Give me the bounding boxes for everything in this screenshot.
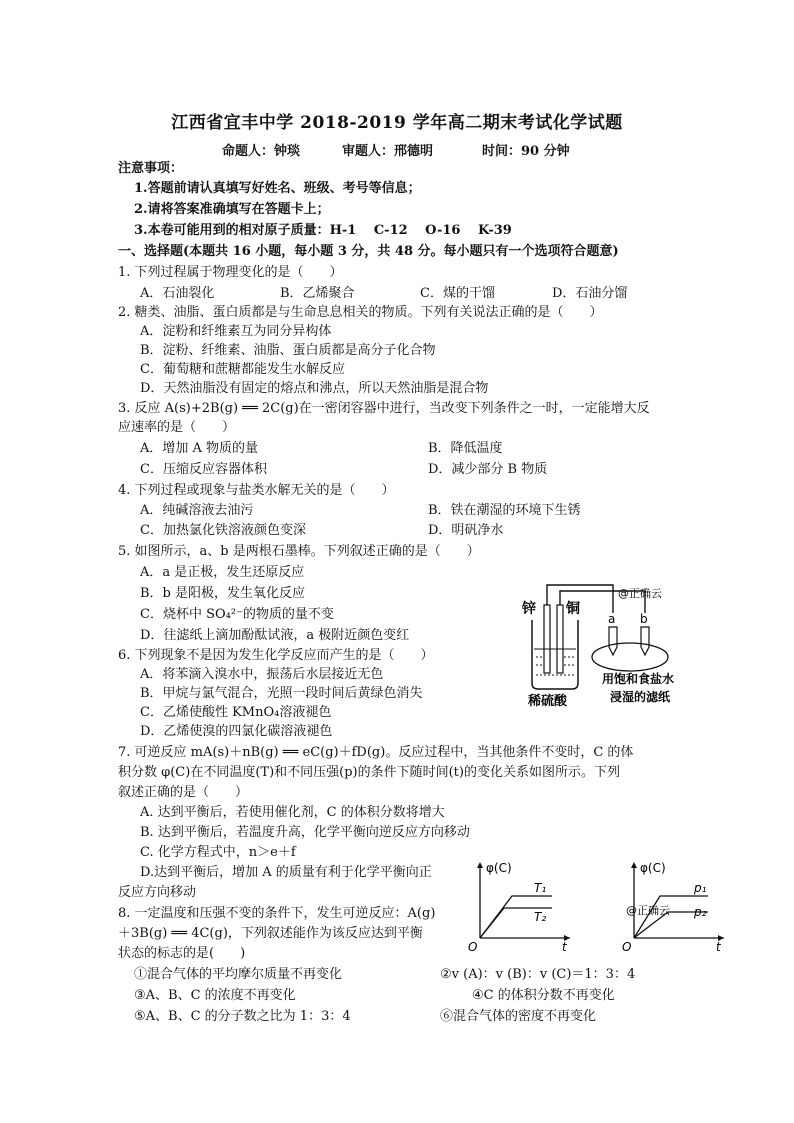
filter-paper [592,643,668,671]
electrolysis-figure [510,565,700,715]
zinc-label: 锌 [522,601,536,617]
q1-option-a: A．石油裂化 [140,286,215,301]
page-title: 江西省宜丰中学 2018-2019 学年高二期末考试化学试题 [171,113,623,133]
q3-option-d: D．减少部分 B 物质 [428,462,548,477]
acid-label: 稀硫酸 [528,694,568,709]
q1-option-d: D．石油分馏 [552,286,628,301]
graphite-rod-b [641,627,649,655]
watermark-text: @正确云 [626,904,670,917]
q2-option-b: B．淀粉、纤维素、油脂、蛋白质都是高分子化合物 [140,343,436,358]
graph-temperature [466,858,576,954]
reviewer-label: 审题人：邢德明 [342,144,434,159]
beaker [532,620,578,689]
q6-option-a: A．将苯滴入溴水中，振荡后水层接近无色 [140,667,384,682]
zinc-electrode [544,605,550,673]
q1-option-c: C．煤的干馏 [420,286,495,301]
q8-option-3: ③A、B、C 的浓度不再变化 [134,988,296,1003]
q2-option-a: A．淀粉和纤维素互为同分异构体 [140,324,332,339]
q4-option-a: A．纯碱溶液去油污 [140,503,254,518]
q7-stem-cont: 积分数 φ(C)在不同温度(T)和不同压强(p)的条件下随时间(t)的变化关系如图所示。下列 [118,765,620,780]
graphite-rod-a [609,627,617,655]
q7-option-d-cont: 反应方向移动 [118,885,197,900]
q8-option-6: ⑥混合气体的密度不再变化 [440,1009,597,1024]
q3-stem-cont: 应速率的是（ ） [118,420,236,435]
q8-option-5: ⑤A、B、C 的分子数之比为 1：3：4 [134,1009,351,1024]
q6-option-b: B．甲烷与氯气混合，光照一段时间后黄绿色消失 [140,686,423,701]
q8-option-2: ②v (A)：v (B)：v (C)＝1：3：4 [440,967,636,982]
q4-option-c: C．加热氯化铁溶液颜色变深 [140,523,306,538]
y-axis-label: φ(C) [486,861,512,875]
acid-solution [534,649,576,675]
y-axis-arrow [631,862,637,868]
graph-pressure [620,858,730,954]
q2-stem: 2. 糖类、油脂、蛋白质都是与生命息息相关的物质。下列有关说法正确的是（ ） [118,305,603,320]
q4-option-d: D．明矾净水 [428,523,504,538]
curve-p1-label: p₁ [694,881,707,895]
q8-option-1: ①混合气体的平均摩尔质量不再变化 [134,967,343,982]
section-heading: 一、选择题(本题共 16 小题，每小题 3 分，共 48 分。每小题只有一个选项符合题意) [118,244,619,259]
electrode-b-label: b [640,612,648,626]
q5-option-c: C．烧杯中 SO₄²⁻的物质的量不变 [140,607,334,622]
q8-option-4: ④C 的体积分数不再变化 [472,988,615,1003]
curve-t1-label: T₁ [534,881,547,895]
paper-label-line2: 浸湿的滤纸 [610,690,671,704]
y-axis-arrow [477,862,483,868]
q2-option-c: C．葡萄糖和蔗糖都能发生水解反应 [140,362,345,377]
q7-option-b: B. 达到平衡后，若温度升高，化学平衡向逆反应方向移动 [140,825,470,840]
electrode-a-label: a [608,612,616,626]
q5-option-b: B．b 是阳极，发生氧化反应 [140,586,306,601]
q7-option-c: C. 化学方程式中，n＞e＋f [140,845,296,860]
origin-label: O [468,940,478,954]
q5-option-d: D．往滤纸上滴加酚酞试液，a 极附近颜色变红 [140,628,410,643]
q4-option-b: B．铁在潮湿的环境下生锈 [428,503,581,518]
paper-label-line1: 用饱和食盐水 [602,672,675,686]
curve-p2-label: p₂ [694,905,707,919]
author-label: 命题人：钟琰 [222,144,301,159]
time-label: 时间：90 分钟 [482,144,570,159]
x-axis-label: t [562,940,567,954]
notice-heading: 注意事项： [118,161,184,176]
q1-option-b: B．乙烯聚合 [280,286,355,301]
q7-stem: 7. 可逆反应 mA(s)＋nB(g) ══ eC(g)＋fD(g)。反应过程中，当其他条件不变时，C 的体 [118,745,634,760]
notice-item: 3.本卷可能用到的相对原子质量：H-1 C-12 O-16 K-39 [134,223,512,238]
q8-stem-cont: 状态的标志的是( ) [118,946,246,961]
curve-t2-label: T₂ [534,910,547,924]
q6-option-d: D．乙烯使溴的四氯化碳溶液褪色 [140,724,333,739]
q7-option-a: A. 达到平衡后，若使用催化剂，C 的体积分数将增大 [140,805,445,820]
q5-option-a: A．a 是正极，发生还原反应 [140,565,305,580]
q8-stem: 8. 一定温度和压强不变的条件下，发生可逆反应：A(g) [118,906,436,921]
q3-option-c: C．压缩反应容器体积 [140,462,267,477]
q3-option-b: B．降低温度 [428,441,503,456]
notice-item: 2.请将答案准确填写在答题卡上； [134,202,330,217]
copper-electrode [557,605,563,673]
q7-stem-cont: 叙述正确的是（ ） [118,785,249,800]
q7-option-d: D.达到平衡后，增加 A 的质量有利于化学平衡向正 [140,865,432,880]
origin-label: O [622,940,632,954]
copper-label: 铜 [566,601,580,617]
q4-stem: 4. 下列过程或现象与盐类水解无关的是（ ） [118,483,395,498]
q8-stem-cont: ＋3B(g) ══ 4C(g)，下列叙述能作为该反应达到平衡 [118,926,423,941]
q1-stem: 1. 下列过程属于物理变化的是（ ） [118,265,343,280]
q2-option-d: D．天然油脂没有固定的熔点和沸点，所以天然油脂是混合物 [140,381,489,396]
watermark-text: @正确云 [618,587,662,600]
q3-stem: 3. 反应 A(s)+2B(g) ══ 2C(g)在一密闭容器中进行，当改变下列条件之一时，一定能增大反 [118,401,650,416]
notice-item: 1.答题前请认真填写好姓名、班级、考号等信息； [134,181,421,196]
q3-option-a: A．增加 A 物质的量 [140,441,259,456]
q6-stem: 6. 下列现象不是因为发生化学反应而产生的是（ ） [118,648,434,663]
y-axis-label: φ(C) [640,861,666,875]
q6-option-c: C．乙烯使酸性 KMnO₄溶液褪色 [140,705,332,720]
q5-stem: 5. 如图所示，a、b 是两根石墨棒。下列叙述正确的是（ ） [118,544,480,559]
x-axis-label: t [716,940,721,954]
